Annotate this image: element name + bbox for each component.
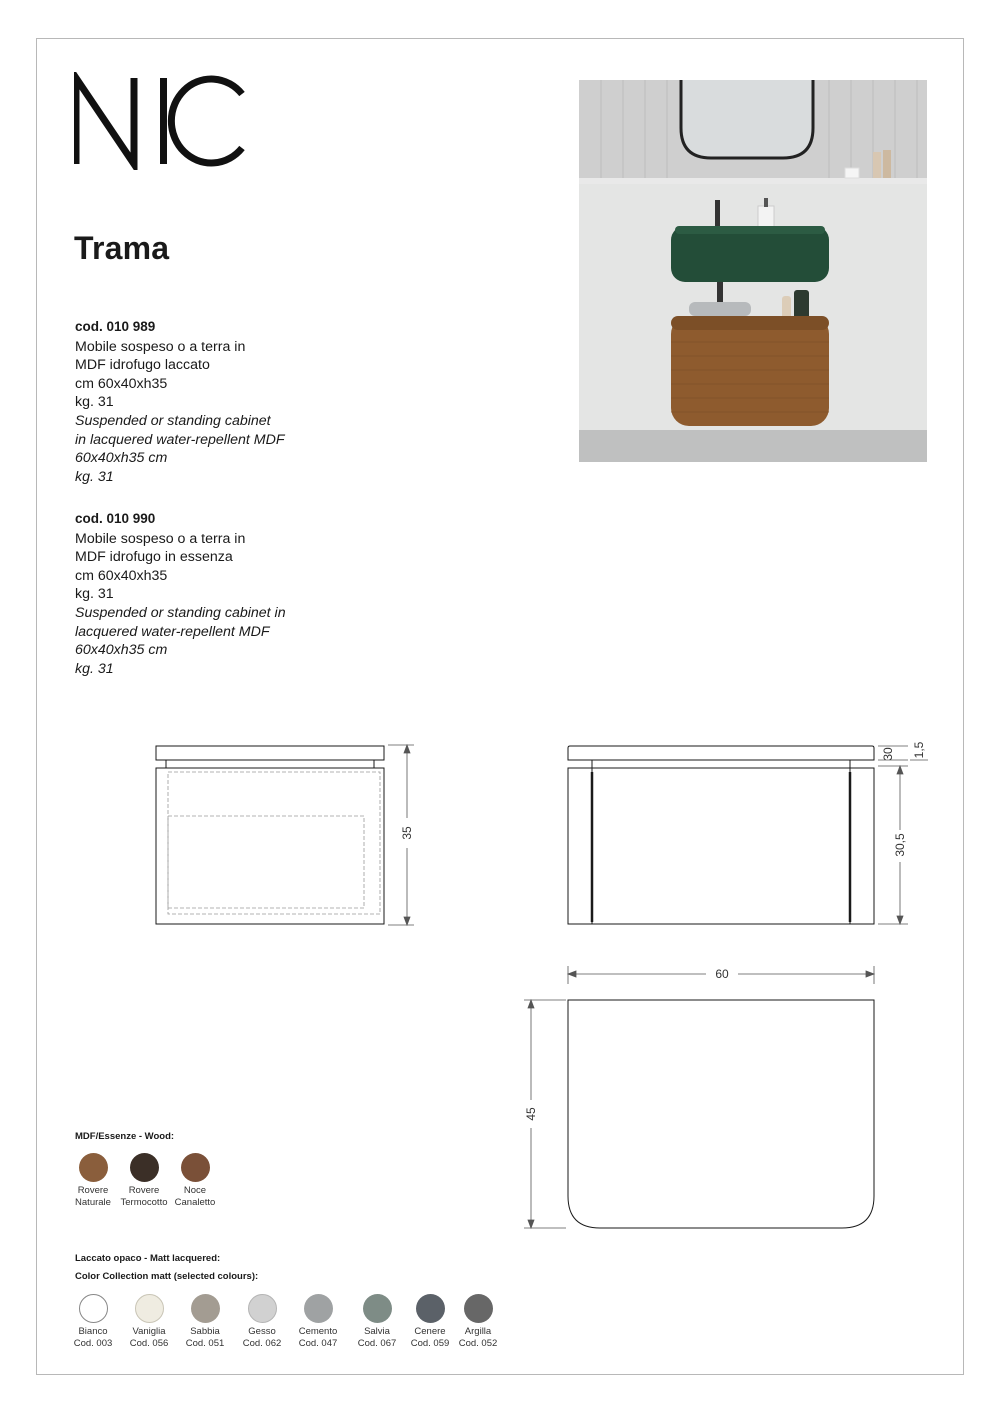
dim-side-height: 35 — [400, 826, 414, 840]
lacquer-swatch-salvia[interactable] — [349, 1294, 405, 1350]
desc-it-line: cm 60x40xh35 — [75, 567, 168, 584]
front-view-drawing — [562, 738, 942, 933]
desc-en-line: 60x40xh35 cm — [75, 642, 168, 659]
lacquer-swatch-sabbia[interactable] — [177, 1294, 233, 1350]
swatch-code: Cod. 062 — [242, 1338, 282, 1349]
wood-finishes-title: MDF/Essenze - Wood: — [75, 1131, 175, 1142]
swatch-label: Gesso — [248, 1326, 276, 1337]
nic-logo — [74, 72, 246, 170]
wood-swatch-noce-canaletto[interactable] — [167, 1153, 223, 1209]
lacquer-swatch-color — [464, 1294, 493, 1323]
lacquer-swatch-color — [304, 1294, 333, 1323]
swatch-code: Cod. 003 — [73, 1338, 113, 1349]
lacquer-swatch-color — [135, 1294, 164, 1323]
lacquer-swatch-vaniglia[interactable] — [121, 1294, 177, 1350]
swatch-label: Vaniglia — [132, 1326, 166, 1337]
lacquer-swatch-bianco[interactable] — [65, 1294, 121, 1350]
lacquer-title: Laccato opaco - Matt lacquered: — [75, 1253, 221, 1264]
swatch-label: Salvia — [364, 1326, 390, 1337]
swatch-code: Cod. 051 — [185, 1338, 225, 1349]
side-view-drawing — [150, 738, 420, 933]
swatch-code: Cod. 052 — [458, 1338, 498, 1349]
swatch-code: Cod. 059 — [410, 1338, 450, 1349]
desc-it-line: kg. 31 — [75, 394, 114, 411]
swatch-label: Cemento — [298, 1326, 338, 1337]
swatch-label: Argilla — [464, 1326, 492, 1337]
lacquer-subtitle: Color Collection matt (selected colours): — [75, 1271, 259, 1282]
swatch-label: Canaletto — [174, 1197, 216, 1208]
dim-depth: 45 — [524, 1107, 538, 1121]
swatch-label: Cenere — [414, 1326, 446, 1337]
desc-en-line: Suspended or standing cabinet in — [75, 604, 286, 621]
wood-swatch-rovere-naturale[interactable] — [65, 1153, 121, 1209]
dim-top-thickness: 30 — [881, 747, 895, 761]
desc-it-line: Mobile sospeso o a terra in — [75, 530, 246, 547]
wood-swatch-color — [130, 1153, 159, 1182]
product-code: cod. 010 990 — [75, 511, 156, 526]
swatch-code: Cod. 047 — [298, 1338, 338, 1349]
product-block-990 — [75, 510, 375, 678]
desc-en-line: kg. 31 — [75, 660, 114, 677]
swatch-code: Cod. 067 — [357, 1338, 397, 1349]
swatch-label: Bianco — [78, 1326, 108, 1337]
lacquer-swatch-argilla[interactable] — [450, 1294, 506, 1350]
dim-width: 60 — [715, 967, 729, 981]
lacquer-swatch-color — [416, 1294, 445, 1323]
swatch-label: Sabbia — [190, 1326, 220, 1337]
swatch-label: Rovere — [77, 1185, 109, 1196]
dim-top-edge: 1,5 — [912, 741, 926, 759]
swatch-code: Cod. 056 — [129, 1338, 169, 1349]
lacquer-swatch-color — [191, 1294, 220, 1323]
wood-swatch-color — [181, 1153, 210, 1182]
lacquer-swatch-color — [248, 1294, 277, 1323]
lacquer-swatch-gesso[interactable] — [234, 1294, 290, 1350]
swatch-label: Termocotto — [120, 1197, 168, 1208]
desc-it-line: MDF idrofugo in essenza — [75, 549, 233, 566]
swatch-label: Rovere — [128, 1185, 160, 1196]
swatch-label: Naturale — [75, 1197, 111, 1208]
desc-it-line: cm 60x40xh35 — [75, 375, 168, 392]
swatch-label: Noce — [183, 1185, 207, 1196]
desc-it-line: kg. 31 — [75, 586, 114, 603]
desc-it-line: Mobile sospeso o a terra in — [75, 338, 246, 355]
lacquer-swatch-color — [363, 1294, 392, 1323]
wood-swatch-rovere-termocotto[interactable] — [116, 1153, 172, 1209]
product-block-989 — [75, 318, 375, 486]
product-title: Trama — [74, 230, 170, 266]
top-view-drawing — [520, 962, 890, 1237]
product-photo — [579, 80, 927, 462]
lacquer-swatch-cemento[interactable] — [290, 1294, 346, 1350]
product-code: cod. 010 989 — [75, 319, 156, 334]
desc-en-line: Suspended or standing cabinet — [75, 412, 271, 429]
desc-en-line: kg. 31 — [75, 468, 114, 485]
lacquer-swatch-color — [79, 1294, 108, 1323]
desc-en-line: 60x40xh35 cm — [75, 450, 168, 467]
desc-it-line: MDF idrofugo laccato — [75, 357, 210, 374]
wood-swatch-color — [79, 1153, 108, 1182]
dim-front-height: 30,5 — [893, 833, 907, 857]
desc-en-line: in lacquered water-repellent MDF — [75, 431, 285, 448]
desc-en-line: lacquered water-repellent MDF — [75, 623, 270, 640]
